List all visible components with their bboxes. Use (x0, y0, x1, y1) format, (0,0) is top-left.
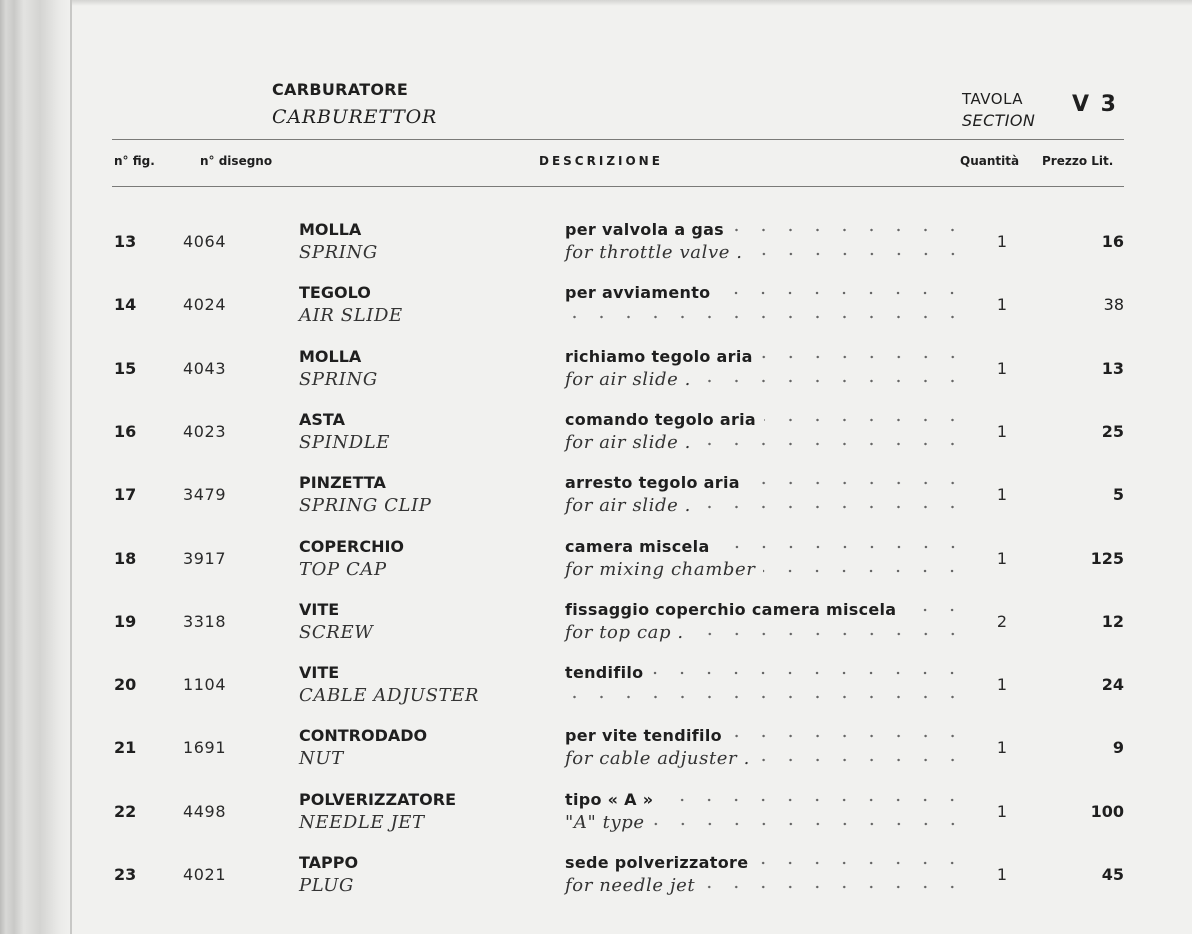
fig-number: 15 (114, 359, 137, 378)
price: 24 (1101, 675, 1124, 694)
part-name-italian: COPERCHIO (299, 537, 405, 556)
drawing-number: 3917 (183, 549, 227, 568)
price: 16 (1101, 232, 1124, 251)
dot-leader (661, 796, 966, 804)
fig-number: 21 (114, 738, 137, 757)
column-quantita: Quantità (960, 154, 1020, 168)
dot-leader (761, 353, 966, 361)
description-italian: per avviamento (565, 283, 711, 302)
fig-number: 14 (114, 295, 137, 314)
description-italian: richiamo tegolo aria (565, 347, 753, 366)
title-english: CARBURETTOR (272, 106, 438, 128)
dot-leader (718, 543, 966, 551)
dot-leader (560, 693, 966, 701)
fig-number: 19 (114, 612, 137, 631)
table-row (0, 849, 1192, 909)
fig-number: 18 (114, 549, 137, 568)
quantity: 1 (996, 675, 1008, 694)
drawing-number: 4043 (183, 359, 227, 378)
price: 38 (1103, 295, 1124, 314)
quantity: 1 (996, 549, 1008, 568)
quantity: 1 (996, 865, 1008, 884)
table-row (0, 469, 1192, 529)
description-italian: fissaggio coperchio camera miscela (565, 600, 897, 619)
part-name-italian: TAPPO (299, 853, 359, 872)
quantity: 1 (996, 485, 1008, 504)
description-english: for air slide . (565, 495, 692, 516)
dot-leader (699, 440, 966, 448)
quantity: 1 (996, 359, 1008, 378)
table-row (0, 343, 1192, 403)
dot-leader (730, 732, 966, 740)
description-english: for air slide . (565, 369, 692, 390)
part-name-english: SCREW (299, 622, 374, 643)
part-name-english: CABLE ADJUSTER (299, 685, 480, 706)
dot-leader (732, 226, 966, 234)
part-name-english: PLUG (299, 875, 355, 896)
price: 9 (1112, 738, 1124, 757)
drawing-number: 4064 (183, 232, 227, 251)
column-descrizione: DESCRIZIONE (539, 154, 663, 168)
title-italian: CARBURATORE (272, 80, 409, 99)
price: 45 (1101, 865, 1124, 884)
quantity: 1 (996, 802, 1008, 821)
part-name-english: AIR SLIDE (299, 305, 403, 326)
part-name-english: SPRING (299, 369, 378, 390)
dot-leader (751, 250, 966, 258)
fig-number: 23 (114, 865, 137, 884)
part-name-italian: PINZETTA (299, 473, 386, 492)
table-row (0, 279, 1192, 339)
price: 13 (1101, 359, 1124, 378)
part-name-english: SPRING (299, 242, 378, 263)
column-fig: n° fig. (114, 154, 155, 168)
dot-leader (758, 756, 966, 764)
description-english: for needle jet (565, 875, 696, 896)
description-italian: tipo « A » (565, 790, 654, 809)
description-italian: per vite tendifilo (565, 726, 722, 745)
dot-leader (651, 669, 966, 677)
fig-number: 22 (114, 802, 137, 821)
fig-number: 13 (114, 232, 137, 251)
quantity: 1 (996, 738, 1008, 757)
drawing-number: 3318 (183, 612, 227, 631)
description-english: for air slide . (565, 432, 692, 453)
dot-leader (560, 313, 966, 321)
description-italian: sede polverizzatore (565, 853, 749, 872)
dot-leader (692, 630, 966, 638)
quantity: 1 (996, 295, 1008, 314)
page-top-shadow (72, 0, 1192, 6)
description-italian: tendifilo (565, 663, 644, 682)
part-name-italian: VITE (299, 600, 340, 619)
dot-leader (703, 883, 966, 891)
dot-leader (756, 859, 966, 867)
section-label-english: SECTION (962, 111, 1036, 130)
description-english: for throttle valve . (565, 242, 743, 263)
description-english: for cable adjuster . (565, 748, 750, 769)
table-row (0, 786, 1192, 846)
dot-leader (718, 289, 966, 297)
drawing-number: 3479 (183, 485, 227, 504)
fig-number: 20 (114, 675, 137, 694)
table-row (0, 596, 1192, 656)
quantity: 2 (996, 612, 1008, 631)
description-italian: arresto tegolo aria (565, 473, 740, 492)
part-name-italian: TEGOLO (299, 283, 371, 302)
table-row (0, 659, 1192, 719)
drawing-number: 1104 (183, 675, 227, 694)
description-italian: per valvola a gas (565, 220, 724, 239)
part-name-english: NUT (299, 748, 344, 769)
dot-leader (764, 416, 966, 424)
dot-leader (763, 567, 966, 575)
drawing-number: 4024 (183, 295, 227, 314)
part-name-english: SPINDLE (299, 432, 391, 453)
quantity: 1 (996, 422, 1008, 441)
drawing-number: 4498 (183, 802, 227, 821)
drawing-number: 4023 (183, 422, 227, 441)
drawing-number: 4021 (183, 865, 227, 884)
column-prezzo: Prezzo Lit. (1042, 154, 1114, 168)
table-row (0, 406, 1192, 466)
price: 12 (1101, 612, 1124, 631)
table-row (0, 722, 1192, 782)
part-name-italian: MOLLA (299, 347, 362, 366)
header-rule-top (112, 139, 1124, 140)
description-english: "A" type (565, 812, 645, 833)
drawing-number: 1691 (183, 738, 227, 757)
section-code: V 3 (1072, 92, 1118, 117)
part-name-english: SPRING CLIP (299, 495, 432, 516)
table-row (0, 216, 1192, 276)
part-name-english: TOP CAP (299, 559, 387, 580)
column-disegno: n° disegno (200, 154, 273, 168)
price: 100 (1090, 802, 1124, 821)
part-name-italian: CONTRODADO (299, 726, 428, 745)
dot-leader (904, 606, 966, 614)
price: 125 (1090, 549, 1124, 568)
description-english: for top cap . (565, 622, 684, 643)
part-name-english: NEEDLE JET (299, 812, 425, 833)
part-name-italian: POLVERIZZATORE (299, 790, 457, 809)
dot-leader (653, 820, 966, 828)
section-label-italian: TAVOLA (962, 90, 1024, 108)
part-name-italian: ASTA (299, 410, 345, 429)
header-rule-bottom (112, 186, 1124, 187)
description-italian: comando tegolo aria (565, 410, 757, 429)
dot-leader (699, 503, 966, 511)
fig-number: 17 (114, 485, 137, 504)
table-row (0, 533, 1192, 593)
dot-leader (699, 377, 966, 385)
dot-leader (748, 479, 966, 487)
part-name-italian: VITE (299, 663, 340, 682)
price: 5 (1112, 485, 1124, 504)
description-italian: camera miscela (565, 537, 710, 556)
quantity: 1 (996, 232, 1008, 251)
price: 25 (1101, 422, 1124, 441)
description-english: for mixing chamber (565, 559, 756, 580)
part-name-italian: MOLLA (299, 220, 362, 239)
fig-number: 16 (114, 422, 137, 441)
